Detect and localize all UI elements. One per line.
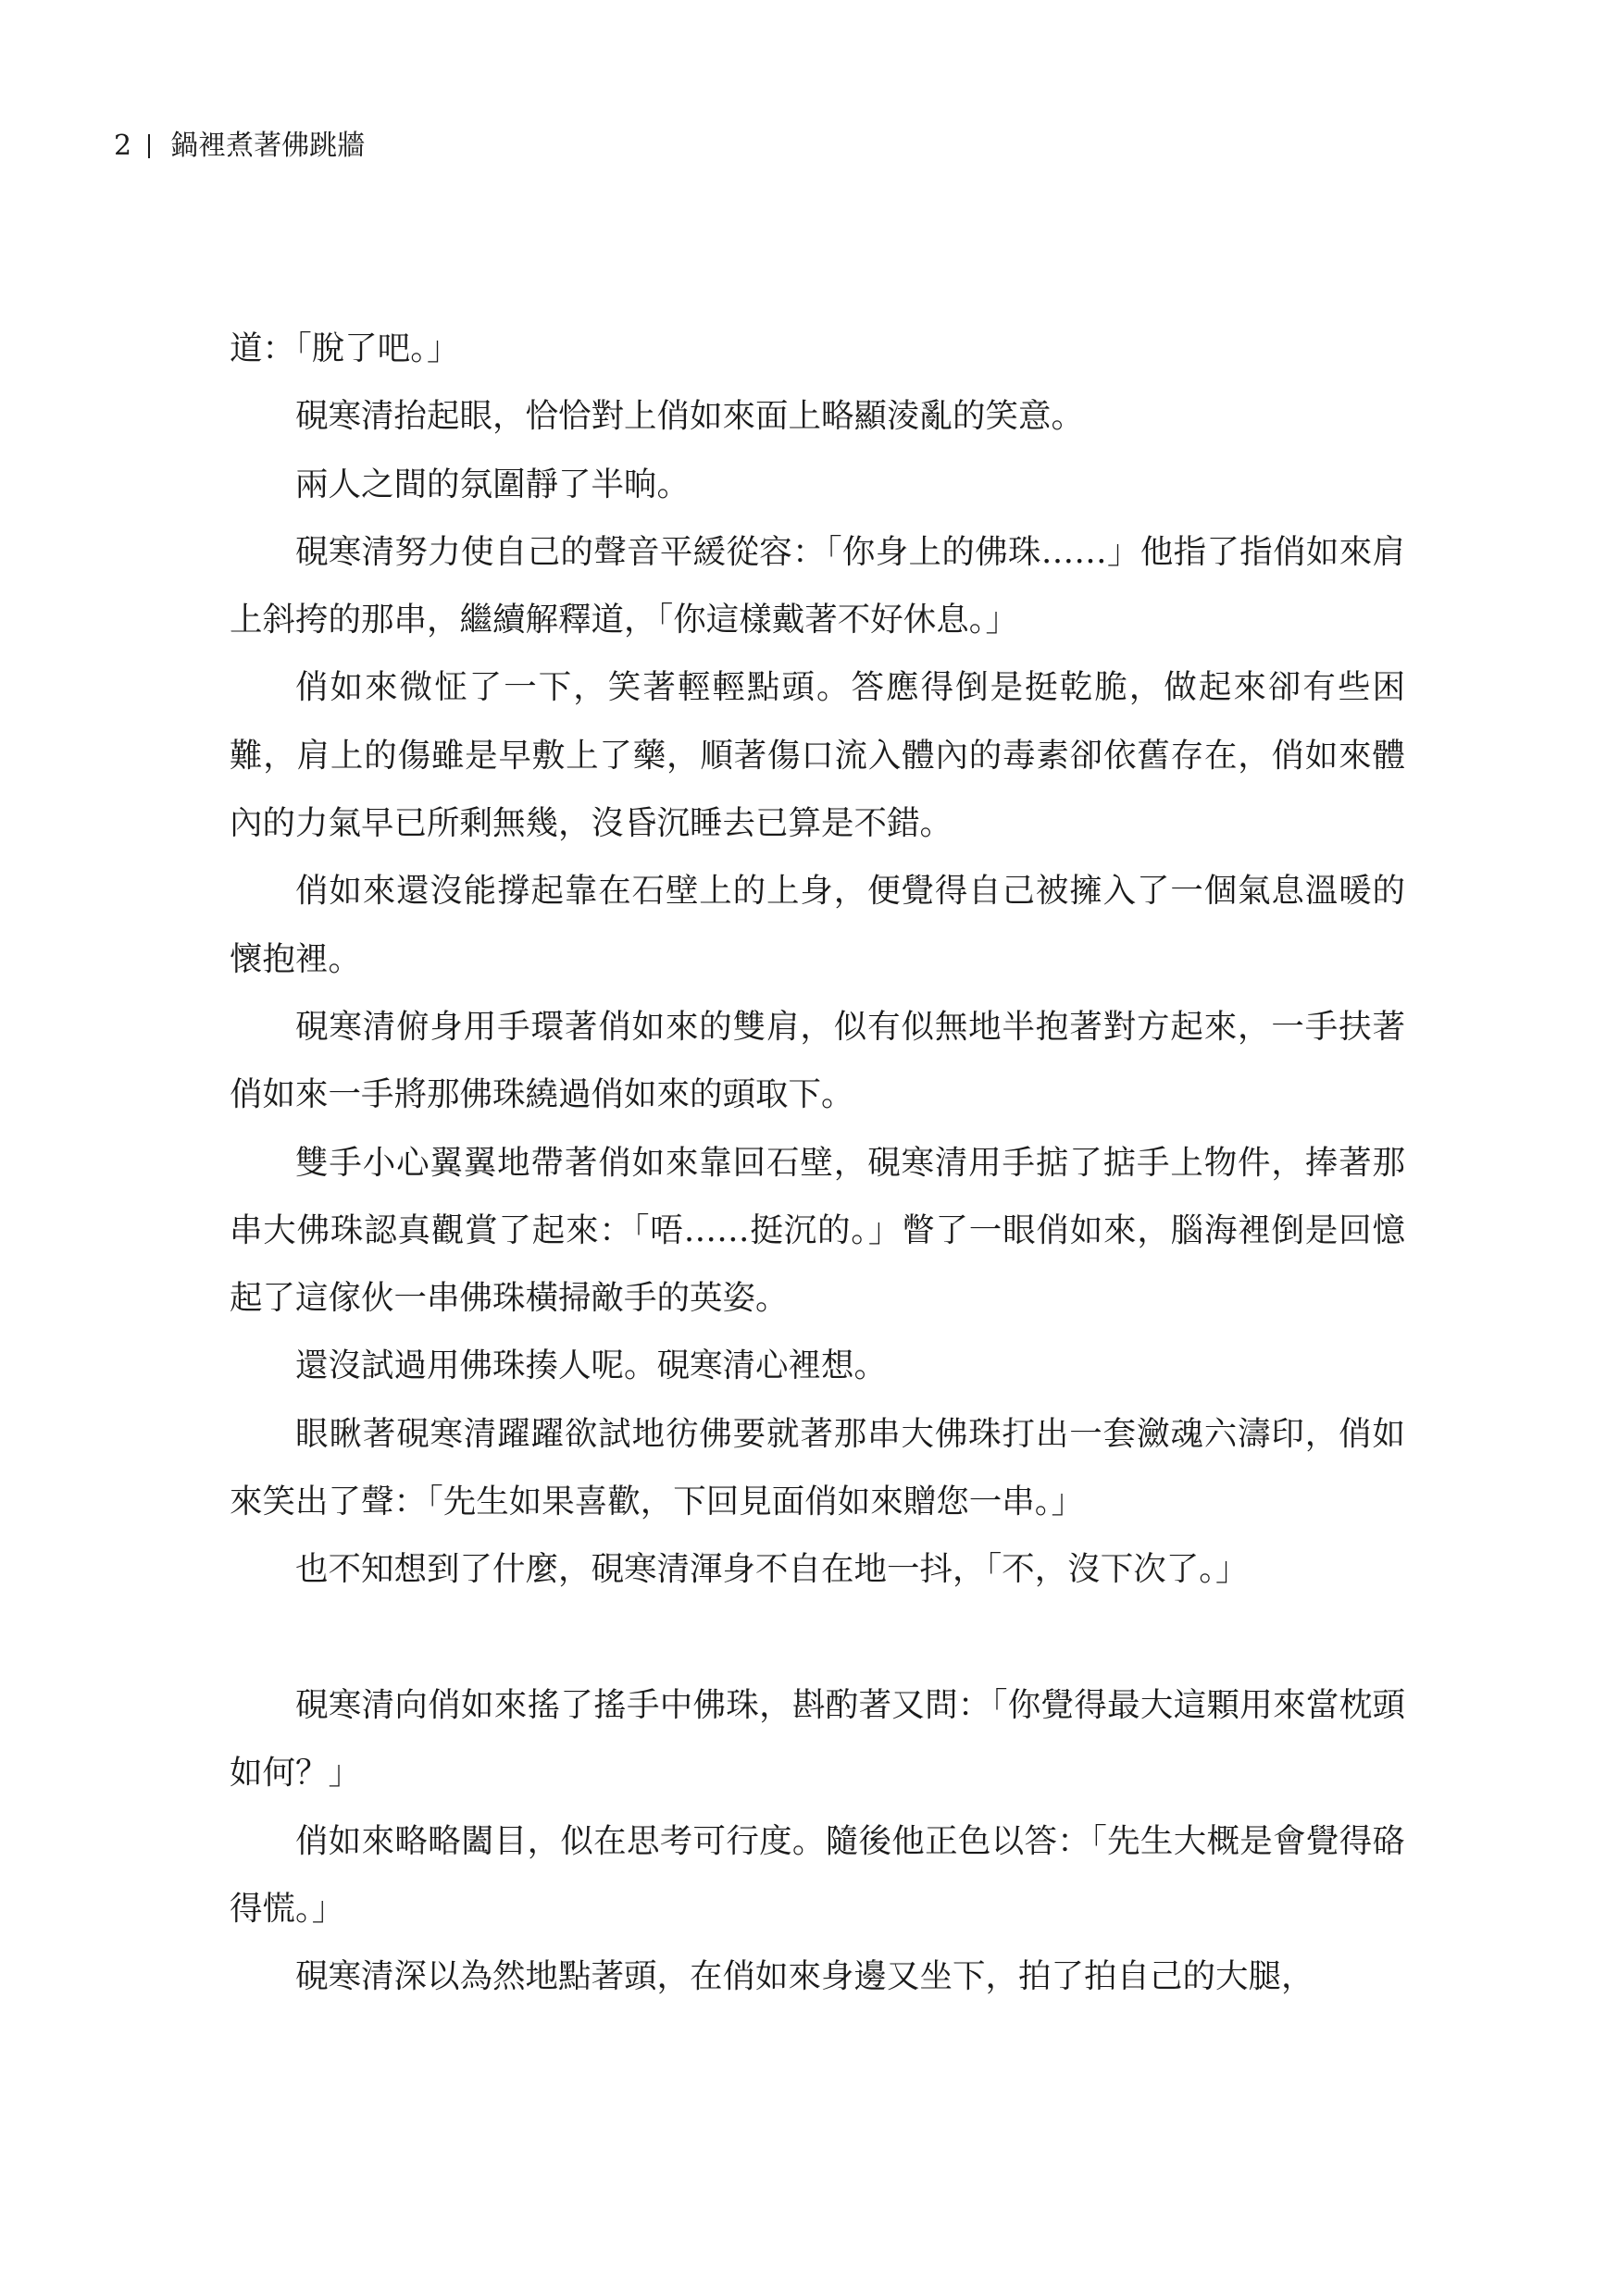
paragraph: 雙手小心翼翼地帶著俏如來靠回石壁，硯寒清用手掂了掂手上物件，捧著那串大佛珠認真觀賞了起來：「唔……挺沉的。」瞥了一眼俏如來，腦海裡倒是回憶起了這傢伙一串佛珠橫掃敵手的英姿。 [230,1143,1405,1318]
paragraph: 硯寒清俯身用手環著俏如來的雙肩，似有似無地半抱著對方起來，一手扶著俏如來一手將那佛珠繞過俏如來的頭取下。 [230,1007,1405,1114]
paragraph: 還沒試過用佛珠揍人呢。硯寒清心裡想。 [295,1347,888,1385]
running-header [114,126,365,167]
paragraph: 俏如來略略闔目，似在思考可行度。隨後他正色以答：「先生大概是會覺得硌得慌。」 [230,1821,1405,1928]
paragraph: 俏如來微怔了一下，笑著輕輕點頭。答應得倒是挺乾脆，做起來卻有些困難，肩上的傷雖是早敷上了藥，順著傷口流入體內的毒素卻依舊存在，俏如來體內的力氣早已所剩無幾，沒昏沉睡去已算是不錯。 [230,668,1405,843]
paragraph: 硯寒清努力使自己的聲音平緩從容：「你身上的佛珠……」他指了指俏如來肩上斜挎的那串，繼續解釋道，「你這樣戴著不好休息。」 [230,532,1405,639]
paragraph: 俏如來還沒能撐起靠在石壁上的上身，便覺得自己被擁入了一個氣息溫暖的懷抱裡。 [230,872,1405,978]
paragraph: 眼瞅著硯寒清躍躍欲試地彷佛要就著那串大佛珠打出一套瀲魂六濤印，俏如來笑出了聲：「先生如果喜歡，下回見面俏如來贈您一串。」 [230,1414,1405,1521]
paragraph: 硯寒清深以為然地點著頭，在俏如來身邊又坐下，拍了拍自己的大腿， [295,1957,1314,1996]
book-title: 鍋裡煮著佛跳牆 [170,130,366,162]
page-number: 2 [114,130,132,162]
header-separator [148,134,150,158]
section-break [230,1604,1405,1671]
paragraph: 硯寒清向俏如來搖了搖手中佛珠，斟酌著又問：「你覺得最大這顆用來當枕頭如何？」 [230,1685,1405,1793]
paragraph: 也不知想到了什麼，硯寒清渾身不自在地一抖，「不，沒下次了。」 [295,1550,1249,1589]
paragraph: 道：「脫了吧。」 [230,329,460,367]
paragraph: 兩人之間的氛圍靜了半晌。 [295,465,691,503]
paragraph: 硯寒清抬起眼，恰恰對上俏如來面上略顯淩亂的笑意。 [295,397,1085,436]
body-text [230,315,1405,2010]
